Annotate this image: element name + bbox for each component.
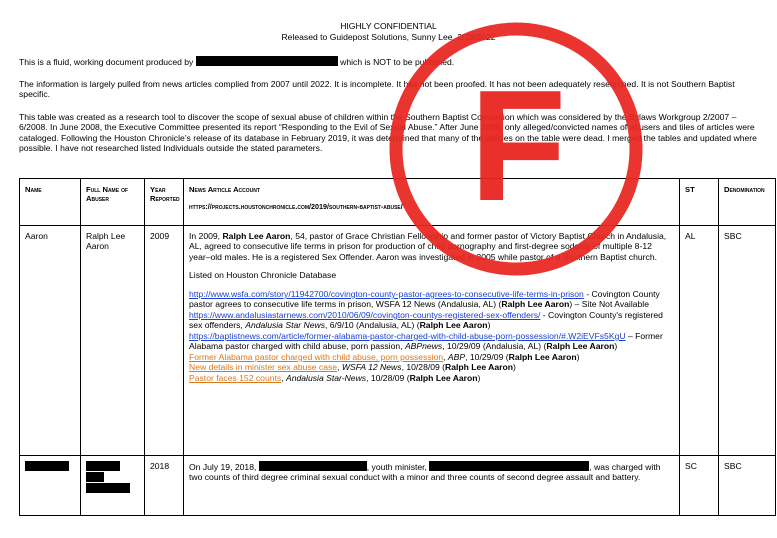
o2-date: , 10/28/09 ( (401, 362, 446, 373)
listed-note: Listed on Houston Chronicle Database (189, 270, 337, 281)
o2-comma: , (337, 362, 342, 373)
orange-entry-3 (189, 373, 674, 383)
row2-denomination: SBC (719, 456, 776, 516)
link2-date: , 6/9/10 (Andalusia, AL) ( (325, 320, 420, 331)
link3-name: Ralph Lee Aaron (546, 341, 615, 352)
intro-paragraph-3: This table was created as a research tool to discover the scope of sexual abuse of children within the Southern Baptist Convention which was considered by the Bylaws Workgroup 2/2007 – 6/2008. In June 2008, the Executive Committee presented its report “Responding to the Evil of Sexual Abuse.” After June 2008, only alleged/convicted names of abusers and tiles of articles were cataloged. Following the Houston Chronicle’s release of its database in February 2019, it was determined that many of the articles on the table were dead. I merged the tables and updated where possible. I have not researched listed Individuals outside the stated parameters. (19, 112, 757, 154)
o1-close: ) (576, 351, 580, 362)
row1-name: Aaron (20, 226, 81, 456)
orange-entry-1 (189, 352, 674, 362)
link2-desc: - Covington County's registered sex offenders, (189, 309, 663, 331)
o1-name: Ralph Lee Aaron (508, 351, 577, 362)
link3-desc: – Former Alabama pastor charged with child abuse, porn passion, (189, 330, 663, 352)
header-denomination: Denomination (719, 179, 776, 226)
link3-src: ABPnews (404, 341, 443, 352)
link-entry-2 (189, 310, 674, 331)
intro-p1-end: which is NOT to be published. (340, 57, 455, 67)
row2-name (20, 456, 81, 516)
o2-name: Ralph Lee Aaron (445, 362, 514, 373)
o3-date: , 10/28/09 ( (366, 372, 410, 383)
header-account-url: https://projects.houstonchronicle.com/2019/southern-baptist-abuse/ (189, 202, 403, 212)
link-entry-1 (189, 289, 674, 310)
link-entry-3 (189, 331, 674, 352)
link1-desc: - Covington County pastor agrees to consecutive life terms in prison, WSFA 12 News (Andalusia, AL) ( (189, 288, 660, 310)
redaction-bar (259, 461, 367, 471)
o1-comma: , (443, 351, 448, 362)
row2-account (184, 456, 680, 516)
o3-close: ) (477, 372, 481, 383)
intro-p1-start: This is a fluid, working document produced by (19, 57, 194, 67)
o3-comma: , (281, 372, 286, 383)
redaction-bar (86, 483, 130, 493)
link3-date: , 10/29/09 (Andalusia, AL) ( (442, 341, 547, 352)
confidential-heading: HIGHLY CONFIDENTIAL (340, 21, 437, 31)
redaction-bar (429, 461, 589, 471)
header-full-name: Full Name of Abuser (81, 179, 145, 226)
intro-paragraph-1 (19, 56, 759, 67)
row2-text-a: On July 19, 2018, (189, 462, 259, 472)
row2-state: SC (680, 456, 719, 516)
wsfa-article-link[interactable]: New details in minister sex abuse case (189, 362, 338, 373)
summary-name: Ralph Lee Aaron (222, 231, 291, 241)
row1-full-name: Ralph Lee Aaron (81, 226, 145, 456)
starnews-article-link[interactable]: Pastor faces 152 counts (189, 372, 282, 383)
table-row (20, 226, 776, 456)
baptistnews-link[interactable]: https://baptistnews.com/article/former-alabama-pastor-charged-with-child-abuse-porn-possession/#.W2iEVFs5KgU (189, 330, 626, 341)
abp-article-link[interactable]: Former Alabama pastor charged with child abuse, porn possession (189, 351, 444, 362)
row1-summary (189, 231, 674, 262)
row1-account (184, 226, 680, 456)
table-row (20, 456, 776, 516)
link2-tail: ) (487, 320, 491, 331)
redaction-bar (86, 461, 120, 471)
link3-tail: ) (614, 341, 618, 352)
row2-year: 2018 (145, 456, 184, 516)
summary-text-2: , 54, pastor of Grace Christian Fellowship and former pastor of Victory Baptist Church in Andalusia, AL, agreed to consecutive life terms in prison for production of child pornography and first-degree sodomy of multiple 8-12 year–old males. He is a registered Sex Offender. Aaron was investigated in 2005 while pastor of a Southern Baptist church. (189, 231, 667, 262)
header-account-label: News Article Account (189, 185, 260, 194)
wsfa-link[interactable]: http://www.wsfa.com/story/11942700/covington-county-pastor-agrees-to-consecutive-life-terms-in-prison (189, 288, 584, 299)
header-account (184, 179, 680, 226)
row1-year: 2009 (145, 226, 184, 456)
o3-src: Andalusia Star-News (285, 372, 367, 383)
o1-src: ABP (447, 351, 466, 362)
orange-entry-2 (189, 362, 674, 372)
release-line: Released to Guidepost Solutions, Sunny Lee, 2/28/2022 (281, 32, 496, 42)
redaction-bar (25, 461, 69, 471)
o1-date: , 10/29/09 ( (465, 351, 509, 362)
abuser-table (19, 178, 776, 516)
row1-denomination: SBC (719, 226, 776, 456)
redaction-bar (86, 472, 104, 482)
header-name: Name (20, 179, 81, 226)
o3-name: Ralph Lee Aaron (409, 372, 478, 383)
header-year: Year Reported (145, 179, 184, 226)
row2-text-b: , youth minister, (366, 462, 430, 472)
link2-name: Ralph Lee Aaron (419, 320, 488, 331)
redaction-bar (196, 56, 338, 66)
stamp-letter: F (469, 58, 567, 234)
o2-close: ) (513, 362, 516, 373)
row2-full-name (81, 456, 145, 516)
link1-name: Ralph Lee Aaron (501, 299, 570, 310)
o2-src: WSFA 12 News (341, 362, 402, 373)
row1-state: AL (680, 226, 719, 456)
link1-tail: ) – Site Not Available (569, 299, 649, 310)
header-state: ST (680, 179, 719, 226)
summary-text: In 2009, (189, 231, 223, 241)
andalusia-link[interactable]: https://www.andalusiastarnews.com/2010/06/09/covington-countys-registered-sex-offenders/ (189, 309, 541, 320)
link2-src: Andalusia Star News (245, 320, 325, 331)
table-header-row (20, 179, 776, 226)
row2-text-c: , was charged with two counts of third degree criminal sexual conduct with a minor and three counts of second degree assault and battery. (189, 462, 661, 483)
intro-paragraph-2: The information is largely pulled from news articles complied from 2007 until 2022. It is incomplete. It has not been proofed. It has not been adequately researched. It is not Southern Baptist specific. (19, 79, 735, 100)
